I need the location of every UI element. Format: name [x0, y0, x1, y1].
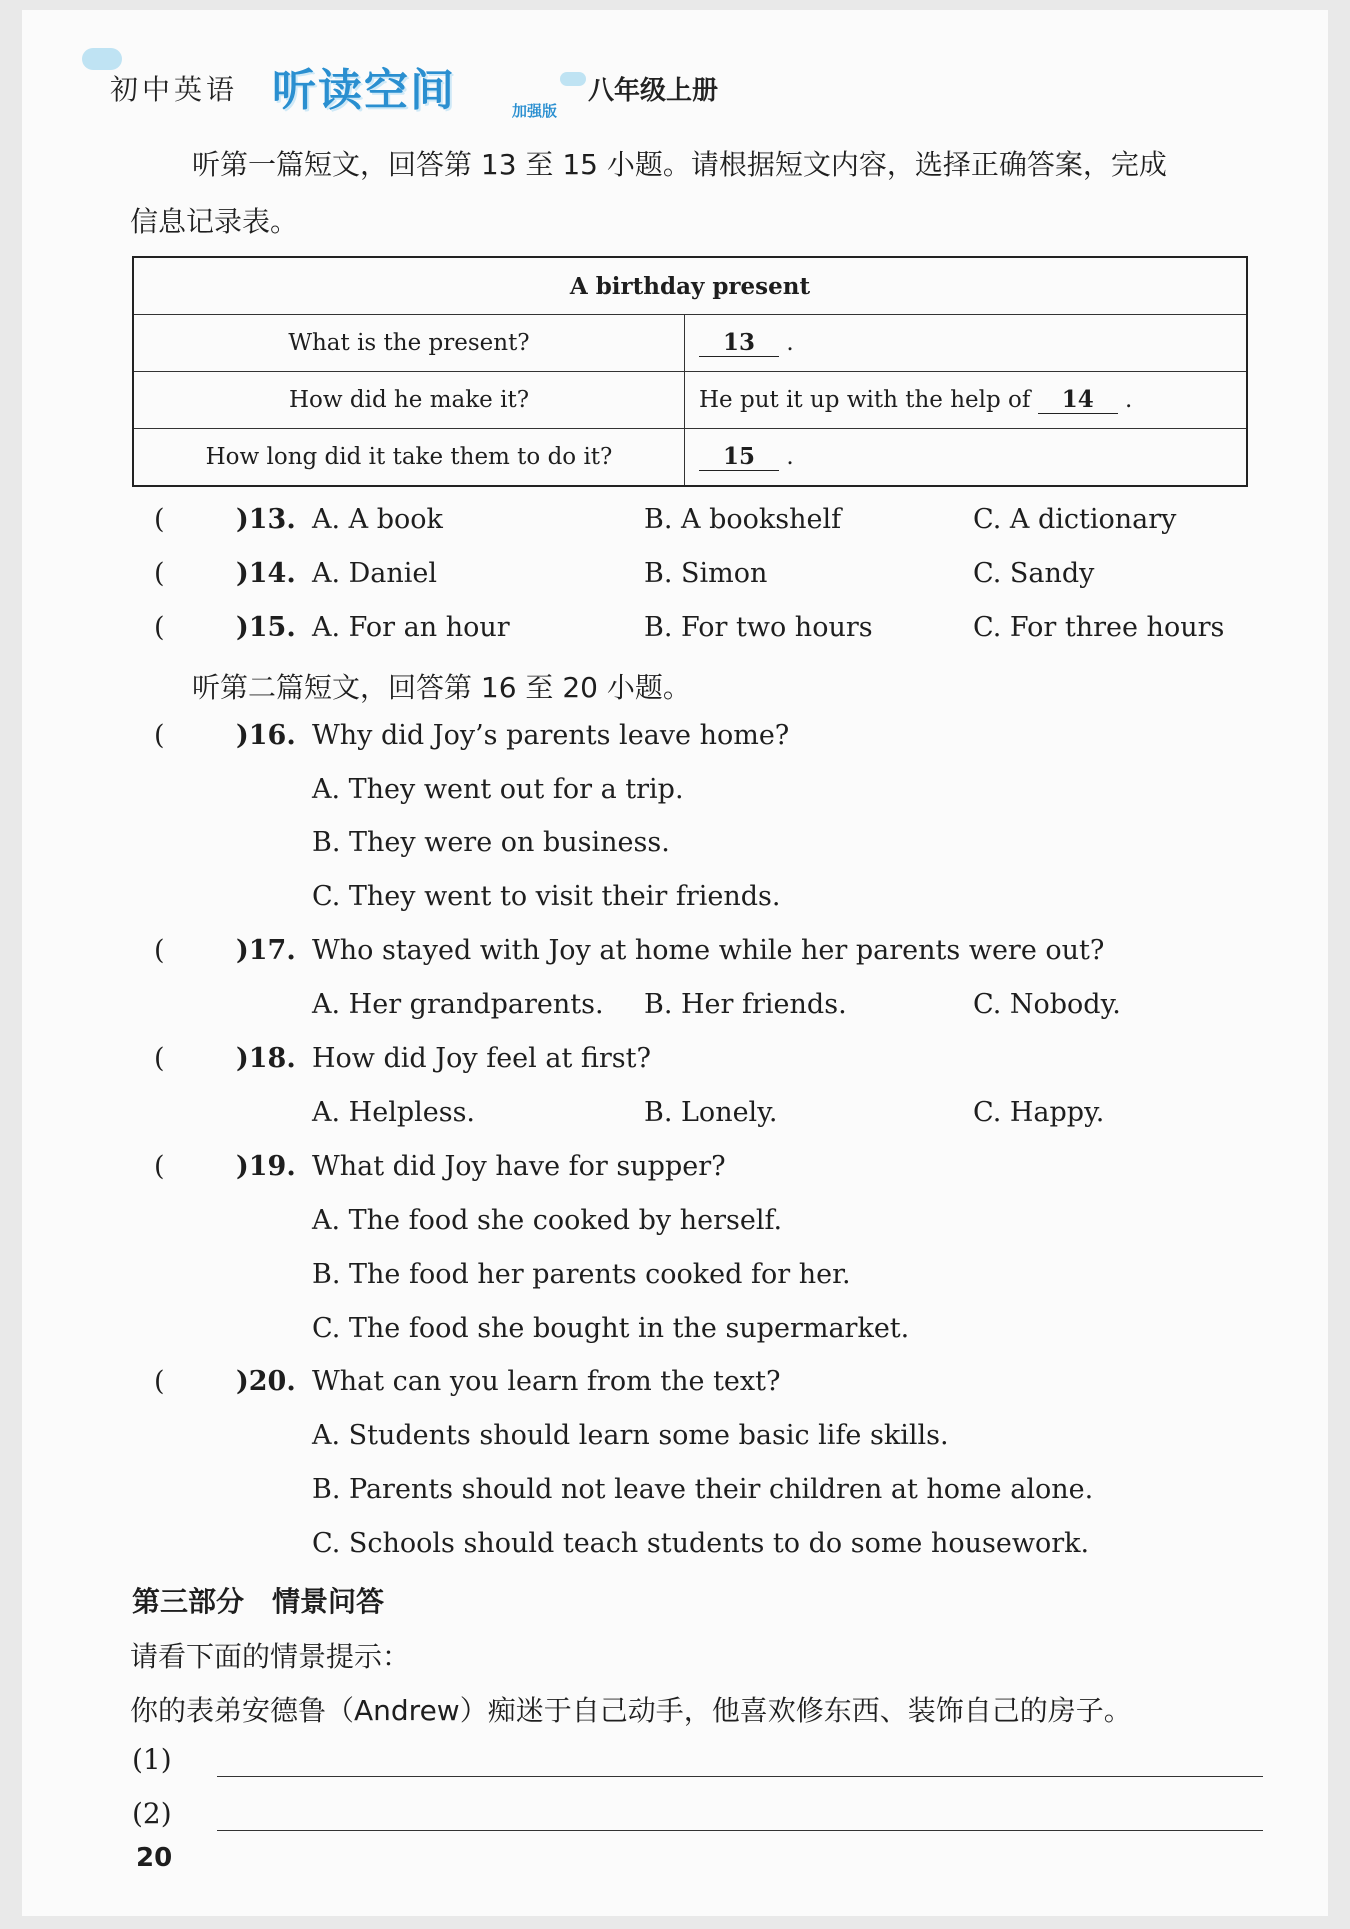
option-c[interactable]: C. The food she bought in the supermarket. — [312, 1313, 910, 1344]
grade-label: 八年级上册 — [588, 76, 719, 106]
question-number: )13. — [236, 504, 296, 535]
answer-label-2: (2) — [132, 1797, 172, 1830]
answer-paren[interactable]: ( — [154, 558, 165, 589]
section-intro-cont: 信息记录表。 — [130, 205, 299, 238]
option-c[interactable]: C. For three hours — [973, 612, 1225, 643]
option-b[interactable]: B. Simon — [644, 558, 768, 589]
section-intro-2: 听第二篇短文，回答第 16 至 20 小题。 — [192, 671, 691, 704]
workbook-page — [22, 10, 1328, 1916]
option-a[interactable]: A. A book — [312, 504, 443, 535]
answer-blank[interactable]: 13 — [699, 329, 779, 357]
option-a[interactable]: A. The food she cooked by herself. — [312, 1205, 783, 1236]
table-answer — [685, 372, 1248, 429]
answer-label-1: (1) — [132, 1743, 172, 1776]
scenario-prompt: 请看下面的情景提示： — [130, 1640, 411, 1673]
question-number: )17. — [236, 935, 296, 966]
table-question: How long did it take them to do it? — [133, 429, 685, 487]
series-title: 初中英语 — [110, 73, 239, 106]
option-b[interactable]: B. Lonely. — [644, 1097, 778, 1128]
option-a[interactable]: A. They went out for a trip. — [312, 774, 684, 805]
table-row — [133, 315, 1247, 372]
answer-paren[interactable]: ( — [154, 1043, 165, 1074]
cloud-icon — [82, 48, 122, 70]
table-title: A birthday present — [133, 257, 1247, 315]
question-number: )15. — [236, 612, 296, 643]
option-a[interactable]: A. Her grandparents. — [312, 989, 604, 1020]
answer-paren[interactable]: ( — [154, 1151, 165, 1182]
option-a[interactable]: A. For an hour — [312, 612, 510, 643]
table-answer — [685, 429, 1248, 487]
option-c[interactable]: C. Nobody. — [973, 989, 1121, 1020]
option-b[interactable]: B. For two hours — [644, 612, 873, 643]
question-number: )18. — [236, 1043, 296, 1074]
logo-title: 听读空间 — [272, 65, 456, 116]
option-b[interactable]: B. They were on business. — [312, 827, 670, 858]
answer-line-2[interactable] — [217, 1830, 1263, 1831]
option-c[interactable]: C. Sandy — [973, 558, 1095, 589]
question-stem: Who stayed with Joy at home while her parents were out? — [312, 935, 1105, 966]
table-question: How did he make it? — [133, 372, 685, 429]
table-question: What is the present? — [133, 315, 685, 372]
option-c[interactable]: C. Schools should teach students to do some housework. — [312, 1528, 1090, 1559]
option-c[interactable]: C. A dictionary — [973, 504, 1177, 535]
answer-paren[interactable]: ( — [154, 720, 165, 751]
option-b[interactable]: B. Her friends. — [644, 989, 847, 1020]
cloud-icon — [560, 72, 586, 86]
page-number: 20 — [136, 1843, 173, 1873]
question-number: )14. — [236, 558, 296, 589]
option-b[interactable]: B. Parents should not leave their children at home alone. — [312, 1474, 1094, 1505]
option-a[interactable]: A. Students should learn some basic life skills. — [312, 1420, 949, 1451]
info-table — [132, 256, 1248, 487]
option-a[interactable]: A. Helpless. — [312, 1097, 476, 1128]
table-row — [133, 429, 1247, 487]
answer-suffix: . — [1125, 387, 1133, 413]
question-stem: How did Joy feel at first? — [312, 1043, 651, 1074]
section-intro: 听第一篇短文，回答第 13 至 15 小题。请根据短文内容，选择正确答案，完成 — [192, 148, 1167, 181]
option-c[interactable]: C. Happy. — [973, 1097, 1105, 1128]
question-number: )20. — [236, 1366, 296, 1397]
option-a[interactable]: A. Daniel — [312, 558, 438, 589]
page-header — [82, 48, 742, 128]
answer-blank[interactable]: 15 — [699, 443, 779, 471]
answer-paren[interactable]: ( — [154, 612, 165, 643]
answer-prefix: He put it up with the help of — [699, 387, 1031, 413]
answer-paren[interactable]: ( — [154, 935, 165, 966]
answer-blank[interactable]: 14 — [1038, 386, 1118, 414]
question-stem: What can you learn from the text? — [312, 1366, 781, 1397]
answer-line-1[interactable] — [217, 1776, 1263, 1777]
question-stem: Why did Joy’s parents leave home? — [312, 720, 790, 751]
answer-paren[interactable]: ( — [154, 1366, 165, 1397]
edition-badge: 加强版 — [512, 102, 558, 120]
question-number: )16. — [236, 720, 296, 751]
scenario-text: 你的表弟安德鲁（Andrew）痴迷于自己动手，他喜欢修东西、装饰自己的房子。 — [130, 1694, 1132, 1727]
question-number: )19. — [236, 1151, 296, 1182]
option-c[interactable]: C. They went to visit their friends. — [312, 881, 781, 912]
question-stem: What did Joy have for supper? — [312, 1151, 726, 1182]
answer-suffix: . — [786, 330, 794, 356]
option-b[interactable]: B. The food her parents cooked for her. — [312, 1259, 851, 1290]
table-answer — [685, 315, 1248, 372]
table-row — [133, 372, 1247, 429]
answer-suffix: . — [786, 444, 794, 470]
section-title: 第三部分 情景问答 — [132, 1585, 385, 1618]
option-b[interactable]: B. A bookshelf — [644, 504, 842, 535]
answer-paren[interactable]: ( — [154, 504, 165, 535]
